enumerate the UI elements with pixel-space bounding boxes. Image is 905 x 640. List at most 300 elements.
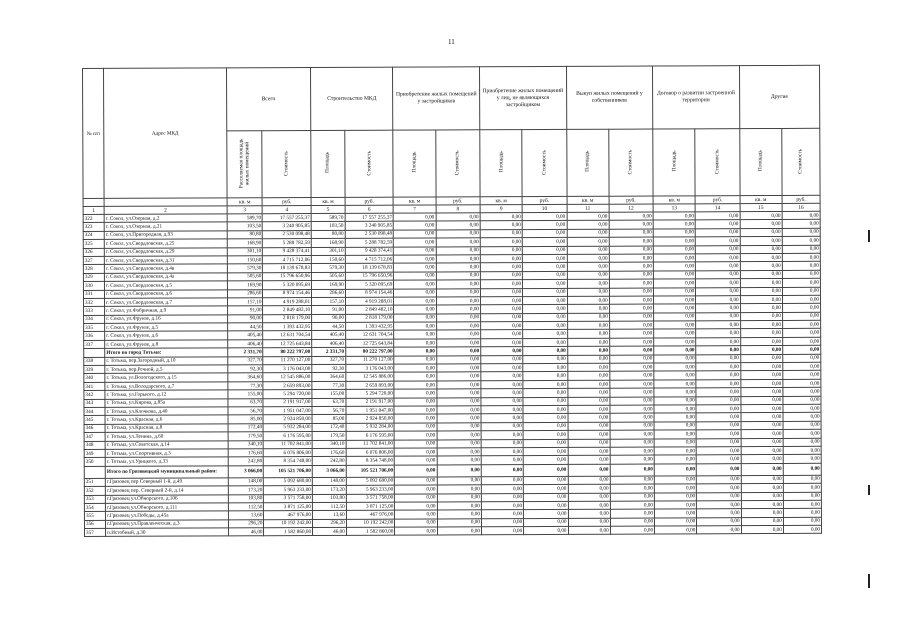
row-zero-value: 0,00 (741, 438, 783, 447)
row-zero-value: 0,00 (696, 270, 740, 279)
row-area-resettled: 103,50 (227, 222, 263, 231)
row-zero-value: 0,00 (696, 438, 740, 447)
row-cost-construction: 1 582 860,00 (346, 527, 395, 536)
row-zero-value: 0,00 (394, 238, 436, 247)
row-zero-value: 0,00 (782, 270, 820, 279)
row-zero-value: 0,00 (523, 288, 567, 297)
row-zero-value: 0,00 (783, 396, 821, 405)
row-zero-value: 0,00 (567, 296, 609, 305)
row-zero-value: 0,00 (696, 405, 740, 414)
row-zero-value: 0,00 (437, 414, 481, 423)
row-zero-value: 0,00 (436, 246, 480, 255)
row-zero-value: 0,00 (740, 253, 782, 262)
row-zero-value: 0,00 (481, 414, 523, 423)
row-zero-value: 0,00 (610, 455, 654, 464)
column-number: 10 (522, 204, 566, 212)
row-zero-value: 0,00 (523, 313, 567, 322)
row-zero-value: 0,00 (481, 456, 523, 465)
row-zero-value: 0,00 (653, 220, 695, 229)
row-zero-value: 0,00 (480, 263, 522, 272)
row-zero-value: 0,00 (480, 305, 522, 314)
row-area-construction: 92,30 (312, 364, 346, 373)
row-zero-value: 0,00 (696, 447, 740, 456)
row-zero-value: 0,00 (394, 263, 436, 272)
row-zero-value: 0,00 (394, 423, 436, 432)
row-zero-value: 0,00 (653, 254, 695, 263)
row-number: 353 (84, 495, 105, 503)
row-cost-construction: 2 530 098,48 (345, 230, 394, 239)
row-zero-value: 0,00 (394, 322, 436, 331)
row-area-resettled: 168,90 (227, 239, 263, 248)
row-zero-value: 0,00 (567, 397, 609, 406)
row-zero-value: 0,00 (740, 211, 782, 220)
row-zero-value: 0,00 (568, 476, 610, 485)
row-cost-total: 2 659 893,00 (263, 381, 312, 390)
row-number: 351 (84, 478, 105, 486)
row-zero-value: 0,00 (481, 501, 523, 510)
row-zero-value: 0,00 (783, 438, 821, 447)
row-zero-value: 0,00 (610, 363, 654, 372)
row-zero-value: 0,00 (568, 518, 610, 527)
row-zero-value: 0,00 (740, 220, 782, 229)
header-row-groups (83, 65, 820, 131)
row-zero-value: 0,00 (481, 322, 523, 331)
row-address: г. Сокол, ул.Фрунзе, д.8 (105, 340, 228, 349)
row-zero-value: 0,00 (655, 517, 697, 526)
row-zero-value: 0,00 (522, 254, 566, 263)
row-zero-value: 0,00 (654, 354, 696, 363)
row-address: г. Тотьма, ул.Кирова, д.85а (105, 398, 228, 407)
row-zero-value: 0,00 (395, 465, 437, 477)
row-zero-value: 0,00 (481, 527, 523, 536)
row-zero-value: 0,00 (481, 330, 523, 339)
row-zero-value: 0,00 (568, 484, 610, 493)
row-area-construction: 286,60 (311, 289, 345, 298)
row-zero-value: 0,00 (610, 464, 654, 476)
row-cost-total: 12 545 886,00 (263, 373, 312, 382)
row-area-resettled: 90,00 (227, 314, 263, 323)
row-cost-total: 2 818 179,00 (263, 314, 312, 323)
subheader-area: Площадь (739, 128, 782, 195)
row-zero-value: 0,00 (782, 320, 820, 329)
row-zero-value: 0,00 (394, 280, 436, 289)
row-zero-value: 0,00 (696, 321, 740, 330)
row-zero-value: 0,00 (567, 271, 609, 280)
row-cost-construction: 5 963 233,00 (346, 485, 395, 494)
row-zero-value: 0,00 (437, 431, 481, 440)
units-cell: кв. м (740, 195, 782, 203)
row-zero-value: 0,00 (654, 313, 696, 322)
row-area-construction: 148,00 (312, 477, 346, 486)
row-cost-construction: 4 919 288,01 (345, 297, 394, 306)
row-zero-value: 0,00 (523, 321, 567, 330)
row-zero-value: 0,00 (437, 397, 481, 406)
row-area-resettled: 172,40 (228, 423, 264, 432)
row-address: г. Сокол, ул.Озерная, д.21 (104, 222, 227, 231)
row-number: 345 (84, 416, 105, 424)
row-number: 350 (84, 458, 105, 466)
row-cost-construction: 5 092 680,00 (346, 477, 395, 486)
row-zero-value: 0,00 (481, 406, 523, 415)
row-zero-value: 0,00 (395, 477, 437, 486)
row-address: Итого по город Тотьма: (105, 348, 228, 357)
row-zero-value: 0,00 (741, 463, 783, 475)
row-area-construction: 589,70 (311, 213, 345, 222)
row-zero-value: 0,00 (436, 271, 480, 280)
row-area-resettled: 92,30 (227, 365, 263, 374)
row-zero-value: 0,00 (783, 483, 821, 492)
row-area-resettled: 286,60 (227, 289, 263, 298)
row-number: 333 (84, 307, 105, 315)
row-zero-value: 0,00 (394, 288, 436, 297)
row-zero-value: 0,00 (783, 429, 821, 438)
row-number: 347 (84, 433, 105, 441)
row-area-construction: 579,30 (311, 264, 345, 273)
units-cell: руб. (609, 196, 653, 204)
row-zero-value: 0,00 (523, 405, 567, 414)
row-zero-value: 0,00 (783, 492, 821, 501)
row-zero-value: 0,00 (783, 446, 821, 455)
row-zero-value: 0,00 (524, 518, 568, 527)
row-zero-value: 0,00 (437, 456, 481, 465)
row-area-construction: 301,10 (311, 247, 345, 256)
row-cost-total: 8 354 748,00 (264, 457, 313, 466)
resettlement-table (82, 65, 822, 538)
row-address: г.Грязовец ул.Правленческая, д.3 (106, 520, 229, 529)
row-area-resettled: 505,60 (227, 272, 263, 281)
row-area-construction: 77,30 (312, 381, 346, 390)
scan-edge-mark (868, 230, 870, 242)
row-zero-value: 0,00 (740, 295, 782, 304)
row-cost-total: 105 521 706,00 (264, 465, 313, 477)
row-zero-value: 0,00 (654, 296, 696, 305)
row-zero-value: 0,00 (567, 388, 609, 397)
row-zero-value: 0,00 (782, 287, 820, 296)
row-zero-value: 0,00 (696, 354, 740, 363)
row-zero-value: 0,00 (480, 288, 522, 297)
row-zero-value: 0,00 (654, 438, 696, 447)
row-zero-value: 0,00 (567, 288, 609, 297)
row-cost-total: 12 725 643,84 (263, 339, 312, 348)
row-zero-value: 0,00 (609, 338, 653, 347)
row-area-resettled: 103,80 (228, 494, 264, 503)
row-zero-value: 0,00 (782, 228, 820, 237)
row-zero-value: 0,00 (567, 346, 609, 355)
row-zero-value: 0,00 (609, 271, 653, 280)
row-zero-value: 0,00 (696, 279, 740, 288)
row-zero-value: 0,00 (523, 476, 567, 485)
row-zero-value: 0,00 (654, 304, 696, 313)
row-cost-total: 6 076 806,00 (264, 448, 313, 457)
row-zero-value: 0,00 (523, 280, 567, 289)
row-number: 352 (84, 487, 105, 495)
row-zero-value: 0,00 (696, 388, 740, 397)
row-zero-value: 0,00 (568, 430, 610, 439)
row-zero-value: 0,00 (523, 363, 567, 372)
row-zero-value: 0,00 (610, 447, 654, 456)
row-cost-construction: 2 818 179,00 (345, 314, 394, 323)
row-zero-value: 0,00 (436, 355, 480, 364)
row-zero-value: 0,00 (654, 509, 696, 518)
row-zero-value: 0,00 (567, 313, 609, 322)
row-zero-value: 0,00 (568, 464, 610, 476)
row-zero-value: 0,00 (568, 509, 610, 518)
row-area-resettled: 579,30 (227, 264, 263, 273)
row-zero-value: 0,00 (783, 362, 821, 371)
row-zero-value: 0,00 (524, 501, 568, 510)
row-zero-value: 0,00 (567, 246, 609, 255)
units-cell: руб. (436, 197, 480, 205)
row-area-resettled: 405,40 (227, 331, 263, 340)
row-zero-value: 0,00 (437, 439, 481, 448)
row-zero-value: 0,00 (436, 238, 480, 247)
row-zero-value: 0,00 (481, 431, 523, 440)
row-area-resettled: 80,80 (227, 230, 263, 239)
row-address: г. Тотьма, ул.Володарского, д.7 (105, 382, 228, 391)
row-zero-value: 0,00 (480, 229, 522, 238)
row-cost-construction: 17 557 255,37 (345, 213, 394, 222)
row-zero-value: 0,00 (609, 279, 653, 288)
row-zero-value: 0,00 (523, 305, 567, 314)
row-zero-value: 0,00 (394, 305, 436, 314)
row-zero-value: 0,00 (740, 371, 782, 380)
row-zero-value: 0,00 (741, 421, 783, 430)
row-area-construction: 3 066,00 (312, 465, 346, 477)
row-zero-value: 0,00 (783, 354, 821, 363)
row-zero-value: 0,00 (436, 213, 480, 222)
row-zero-value: 0,00 (523, 422, 567, 431)
row-zero-value: 0,00 (609, 313, 653, 322)
row-area-construction: 44,50 (312, 322, 346, 331)
table-row (85, 525, 822, 537)
row-zero-value: 0,00 (481, 355, 523, 364)
subheader-cost: Стоимость (345, 130, 394, 197)
row-zero-value: 0,00 (783, 455, 821, 464)
row-area-resettled: 155,00 (227, 390, 263, 399)
row-zero-value: 0,00 (654, 405, 696, 414)
row-zero-value: 0,00 (741, 517, 783, 526)
row-zero-value: 0,00 (567, 229, 609, 238)
row-zero-value: 0,00 (653, 237, 695, 246)
row-area-construction: 505,60 (311, 272, 345, 281)
row-zero-value: 0,00 (437, 518, 481, 527)
row-zero-value: 0,00 (523, 296, 567, 305)
row-cost-construction: 3 240 905,85 (345, 222, 394, 231)
row-zero-value: 0,00 (436, 372, 480, 381)
row-number: 324 (83, 231, 104, 239)
row-number: 337 (84, 340, 105, 348)
row-zero-value: 0,00 (523, 414, 567, 423)
row-zero-value: 0,00 (654, 492, 696, 501)
row-area-resettled: 301,10 (227, 247, 263, 256)
row-zero-value: 0,00 (610, 430, 654, 439)
row-zero-value: 0,00 (394, 398, 436, 407)
subheader-area: Площадь (480, 130, 523, 197)
row-area-construction: 56,70 (312, 406, 346, 415)
row-zero-value: 0,00 (523, 389, 567, 398)
row-area-construction: 296,20 (313, 519, 347, 528)
row-number: 323 (83, 223, 104, 231)
row-cost-total: 2 530 098,48 (263, 230, 312, 239)
row-zero-value: 0,00 (567, 237, 609, 246)
units-cell: руб. (263, 198, 312, 206)
row-zero-value: 0,00 (610, 476, 654, 485)
row-cost-construction: 12 545 886,00 (346, 373, 395, 382)
row-zero-value: 0,00 (481, 397, 523, 406)
row-area-construction: 90,00 (312, 314, 346, 323)
units-cell: руб. (782, 195, 820, 203)
row-zero-value: 0,00 (740, 228, 782, 237)
row-cost-construction: 5 320 095,69 (345, 280, 394, 289)
row-cost-construction: 80 222 797,00 (346, 347, 395, 356)
row-zero-value: 0,00 (654, 287, 696, 296)
row-cost-construction: 3 176 043,00 (346, 364, 395, 373)
row-zero-value: 0,00 (783, 346, 821, 355)
row-zero-value: 0,00 (610, 371, 654, 380)
row-zero-value: 0,00 (696, 413, 740, 422)
row-area-construction: 176,60 (312, 448, 346, 457)
row-zero-value: 0,00 (741, 396, 783, 405)
group-header-total: Всего (226, 68, 311, 131)
row-area-resettled: 406,40 (227, 340, 263, 349)
row-number: 330 (83, 282, 104, 290)
row-cost-total: 2 849 482,10 (263, 306, 312, 315)
row-zero-value: 0,00 (481, 464, 523, 476)
row-zero-value: 0,00 (436, 322, 480, 331)
row-zero-value: 0,00 (437, 527, 481, 536)
row-address: г. Тотьма, ул.Клочкова, д.40 (105, 407, 228, 416)
row-zero-value: 0,00 (437, 464, 481, 476)
row-area-resettled: 3 066,00 (228, 465, 264, 477)
row-zero-value: 0,00 (437, 510, 481, 519)
row-address: г. Тотьма, ул.Спортивная, д.3 (105, 449, 228, 458)
row-area-construction: 168,90 (311, 239, 345, 248)
units-cell: руб. (695, 196, 739, 204)
row-zero-value: 0,00 (567, 279, 609, 288)
row-zero-value: 0,00 (568, 447, 610, 456)
row-cost-construction: 1 393 432,95 (345, 322, 394, 331)
row-area-resettled: 46,00 (228, 528, 264, 537)
column-number: 4 (263, 206, 312, 214)
row-zero-value: 0,00 (524, 510, 568, 519)
row-area-construction: 157,10 (312, 297, 346, 306)
row-zero-value: 0,00 (654, 321, 696, 330)
row-zero-value: 0,00 (741, 413, 783, 422)
row-cost-total: 2 191 917,00 (263, 398, 312, 407)
row-zero-value: 0,00 (523, 439, 567, 448)
row-area-resettled: 340,10 (228, 440, 264, 449)
row-zero-value: 0,00 (740, 379, 782, 388)
row-zero-value: 0,00 (782, 236, 820, 245)
row-cost-construction: 15 796 650,96 (345, 272, 394, 281)
row-zero-value: 0,00 (437, 476, 481, 485)
row-zero-value: 0,00 (741, 500, 783, 509)
row-zero-value: 0,00 (481, 347, 523, 356)
row-zero-value: 0,00 (437, 493, 481, 502)
row-zero-value: 0,00 (436, 313, 480, 322)
row-zero-value: 0,00 (436, 381, 480, 390)
row-area-resettled: 179,50 (228, 432, 264, 441)
row-address: п.Истобный, д.30 (106, 528, 229, 537)
row-zero-value: 0,00 (696, 430, 740, 439)
row-zero-value: 0,00 (696, 346, 740, 355)
subheader-area: Площадь (393, 130, 436, 197)
col-header-address: Адрес МКД (104, 68, 227, 199)
row-zero-value: 0,00 (653, 212, 695, 221)
units-cell: кв. м (480, 197, 522, 205)
row-zero-value: 0,00 (437, 502, 481, 511)
row-zero-value: 0,00 (610, 413, 654, 422)
row-zero-value: 0,00 (696, 396, 740, 405)
row-zero-value: 0,00 (782, 253, 820, 262)
row-area-resettled: 91,00 (227, 306, 263, 315)
row-number: 346 (84, 424, 105, 432)
row-cost-total: 5 294 720,00 (263, 390, 312, 399)
row-area-construction: 103,80 (312, 494, 346, 503)
row-zero-value: 0,00 (437, 448, 481, 457)
row-zero-value: 0,00 (782, 304, 820, 313)
row-zero-value: 0,00 (481, 518, 523, 527)
group-header-purchase-nonbuilders: Приобретение жилых помещений у лиц, не являющихся застройщиком (479, 66, 566, 129)
row-area-resettled: 589,70 (227, 214, 263, 223)
row-area-resettled: 148,00 (228, 477, 264, 486)
row-zero-value: 0,00 (782, 278, 820, 287)
row-zero-value: 0,00 (395, 485, 437, 494)
row-address: г. Тотьма, ул.Красная, д.8 (105, 424, 228, 433)
subheader-cost: Стоимость (522, 129, 567, 196)
row-address: г. Тотьма, ул.Ленина, д.60 (105, 432, 228, 441)
row-zero-value: 0,00 (783, 413, 821, 422)
row-area-resettled: 44,50 (227, 323, 263, 332)
row-cost-construction: 5 932 284,00 (346, 423, 395, 432)
subheader-cost: Стоимость (782, 128, 820, 195)
row-zero-value: 0,00 (696, 287, 740, 296)
row-zero-value: 0,00 (696, 312, 740, 321)
row-zero-value: 0,00 (697, 475, 741, 484)
row-zero-value: 0,00 (610, 422, 654, 431)
row-zero-value: 0,00 (481, 485, 523, 494)
row-zero-value: 0,00 (783, 525, 821, 534)
row-zero-value: 0,00 (522, 246, 566, 255)
row-zero-value: 0,00 (567, 355, 609, 364)
row-address: г. Тотьма, ул.Советская, д.14 (105, 440, 228, 449)
row-zero-value: 0,00 (654, 484, 696, 493)
row-zero-value: 0,00 (481, 364, 523, 373)
row-zero-value: 0,00 (654, 422, 696, 431)
row-zero-value: 0,00 (696, 463, 740, 475)
row-zero-value: 0,00 (523, 397, 567, 406)
column-number: 8 (436, 205, 480, 213)
row-number: 343 (84, 399, 105, 407)
row-zero-value: 0,00 (480, 271, 522, 280)
row-zero-value: 0,00 (523, 484, 567, 493)
row-cost-construction: 3 871 125,00 (346, 502, 395, 511)
row-cost-construction: 8 354 748,00 (346, 456, 395, 465)
row-zero-value: 0,00 (610, 380, 654, 389)
row-zero-value: 0,00 (524, 526, 568, 535)
row-address: г. Сокол, ул.Пригородная, д.93 (104, 231, 227, 240)
row-zero-value: 0,00 (654, 464, 696, 476)
row-number (84, 349, 105, 357)
row-area-resettled: 169,90 (227, 281, 263, 290)
row-zero-value: 0,00 (609, 229, 653, 238)
row-zero-value: 0,00 (436, 389, 480, 398)
row-cost-construction: 10 192 242,00 (346, 519, 395, 528)
group-header-other: Другие (739, 65, 820, 128)
row-cost-construction: 2 924 850,00 (346, 415, 395, 424)
row-address: г.Грязовец пер. Северный 2-й, д.14 (105, 486, 228, 495)
row-address: г. Сокол, ул.Фрунзе, д.6 (105, 331, 228, 340)
